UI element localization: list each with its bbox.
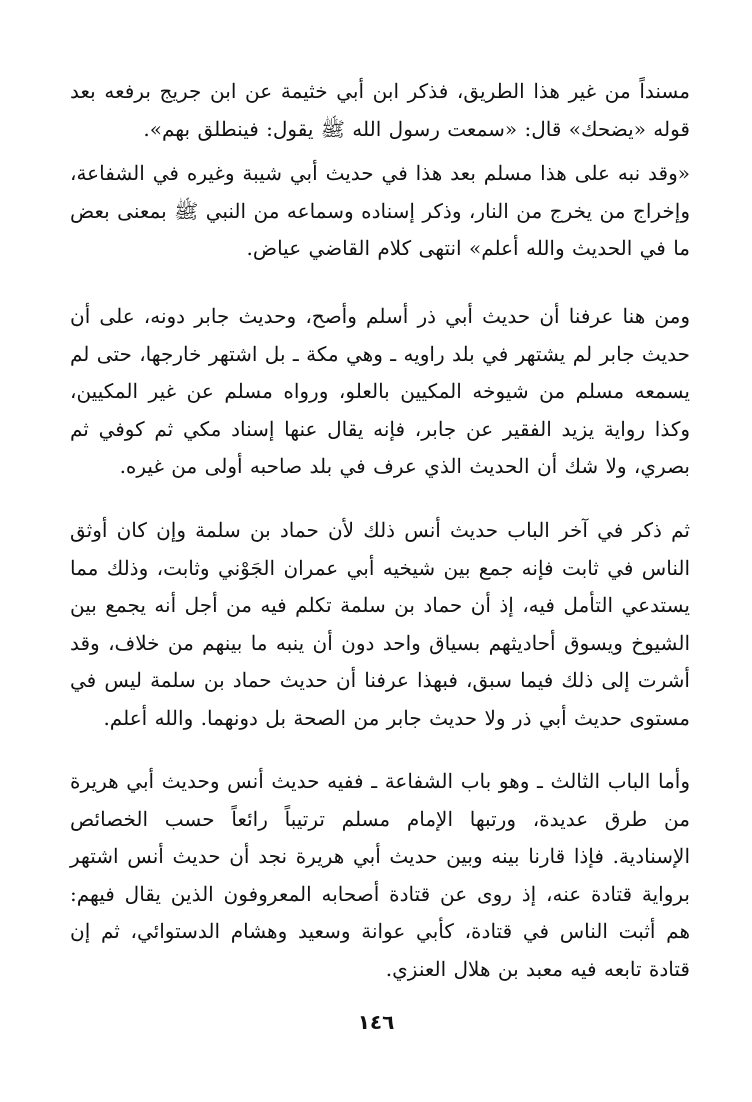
paragraph-2: «وقد نبه على هذا مسلم بعد هذا في حديث أبي شيبة وغيره في الشفاعة، وإخراج من يخرج من النار، وذكر إسناده وسماعه من النبي ﷺ بمعنى بعض ما في الحديث والله أعلم» انتهى كلام القاضي عياض. [70, 161, 690, 261]
page-number: ١٤٦ [357, 1010, 395, 1034]
paragraph-5: وأما الباب الثالث ـ وهو باب الشفاعة ـ ففيه حديث أنس وحديث أبي هريرة من طرق عديدة، ورتبها الإمام مسلم ترتيباً رائعاً حسب الخصائص الإسنادية. فإذا قارنا بينه وبين حديث أبي هريرة نجد أن حديث أنس اشتهر برواية قتادة عنه، إذ روى عن قتادة أصحابه المعروفون الذين يقال فيهم: هم أثبت الناس في قتادة، كأبي عوانة وسعيد وهشام الدستوائي، ثم إن قتادة تابعه فيه معبد بن هلال العنزي. [70, 769, 690, 981]
paragraph-3: ومن هنا عرفنا أن حديث أبي ذر أسلم وأصح، وحديث جابر دونه، على أن حديث جابر لم يشتهر في بلد راويه ـ وهي مكة ـ بل اشتهر خارجها، حتى لم يسمعه مسلم من شيوخه المكيين بالعلو، ورواه مسلم عن غير المكيين، وكذا رواية يزيد الفقير عن جابر، فإنه يقال عنها إسناد مكي ثم كوفي ثم بصري، ولا شك أن الحديث الذي عرف في بلد صاحبه أولى من غيره. [70, 304, 690, 479]
paragraph-1: مسنداً من غير هذا الطريق، فذكر ابن أبي خثيمة عن ابن جريج برفعه بعد قوله «يضحك» قال: «سمعت رسول الله ﷺ يقول: فينطلق بهم». [70, 79, 690, 141]
paragraph-4: ثم ذكر في آخر الباب حديث أنس ذلك لأن حماد بن سلمة وإن كان أوثق الناس في ثابت فإنه جمع بين شيخيه أبي عمران الجَوْني وثابت، وذلك مما يستدعي التأمل فيه، إذ أن حماد بن سلمة تكلم فيه من أجل أنه يجمع بين الشيوخ ويسوق أحاديثهم بسياق واحد دون أن ينبه ما بينهم من خلاف، وقد أشرت إلى ذلك فيما سبق، فبهذا عرفنا أن حديث حماد بن سلمة ليس في مستوى حديث أبي ذر ولا حديث جابر من الصحة بل دونهما. والله أعلم. [70, 518, 690, 730]
